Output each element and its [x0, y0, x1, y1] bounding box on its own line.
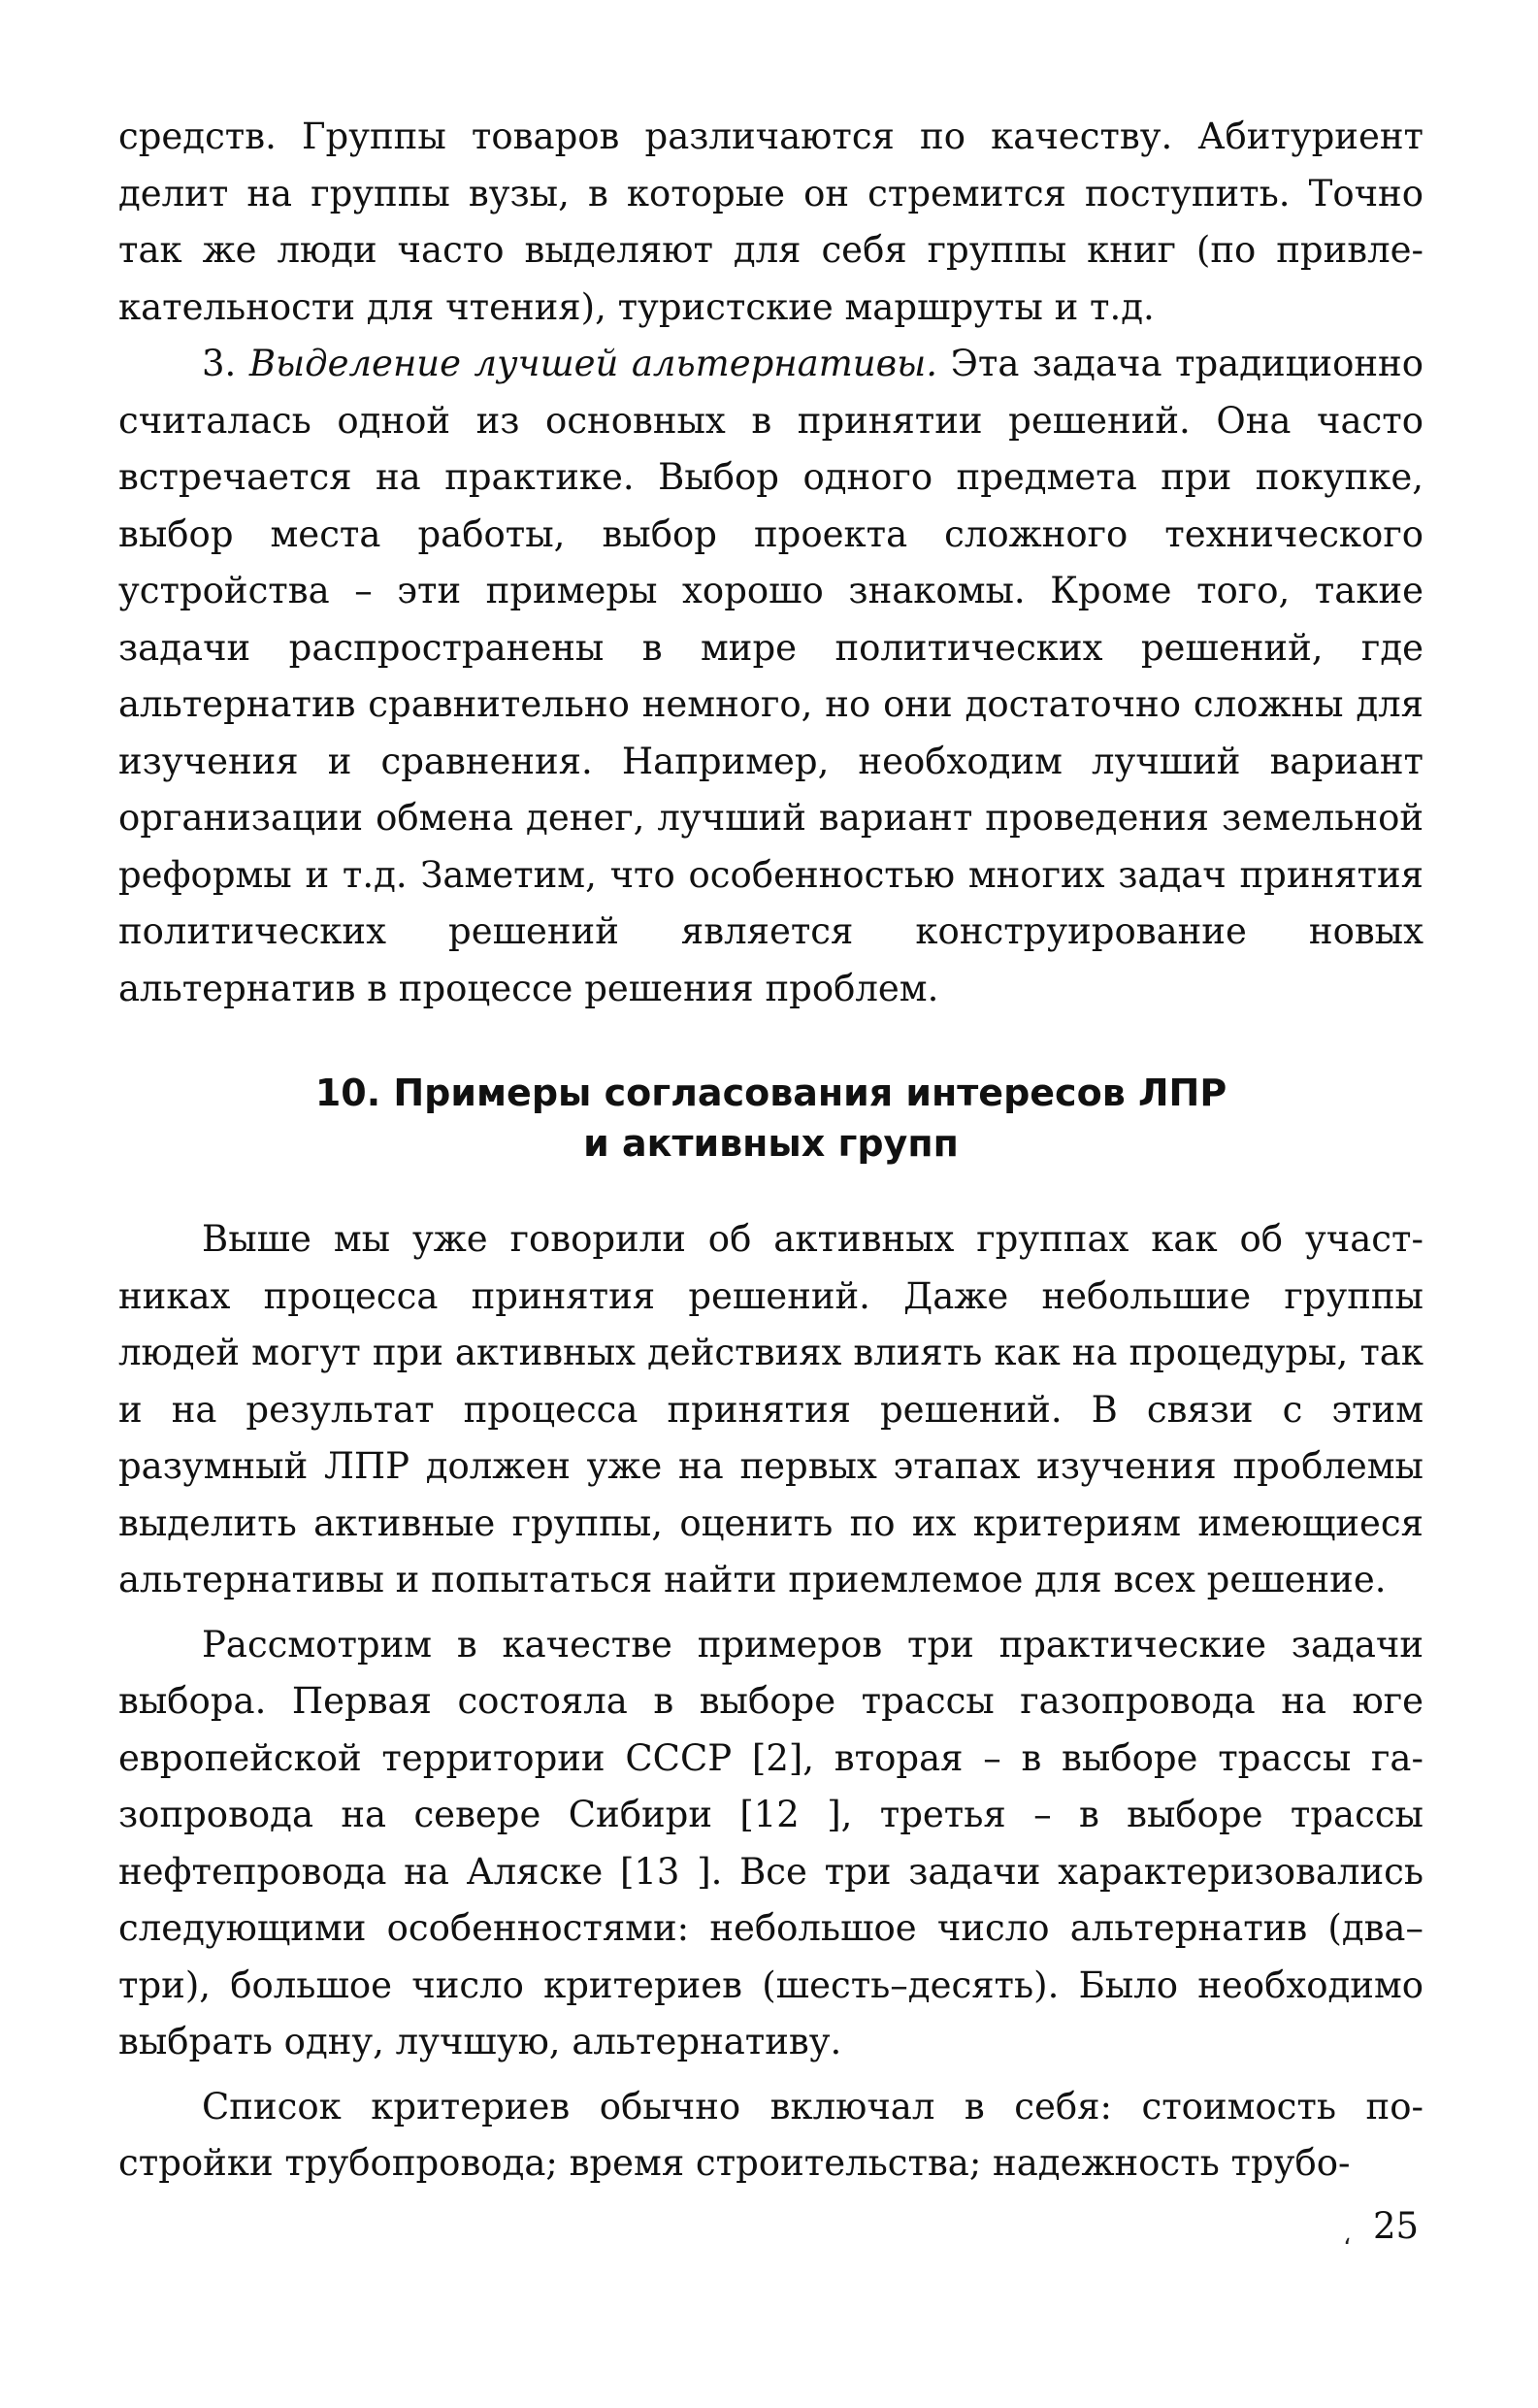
item-text: Эта задача традиционно считалась одной из основных в принятии решений. Она часто встречается на практике. Выбор одного предмета при покупке, выбор места работы, выбор проекта сложного технического устройства – эти примеры хорошо знакомы. Кроме того, такие задачи распространены в мире политических решений, где альтернатив сравнительно немного, но они достаточно сложны для изучения и сравнения. Например, необходим лучший вариант организации обмена денег, лучший вариант проведения земельной реформы и т.д. Заметим, что особенностью многих задач принятия политических решений является конструирование новых альтернатив в процессе решения проблем.: [118, 343, 1423, 1009]
paragraph-criteria: Список критериев обычно включал в себя: стоимость постройки трубопровода; время строительства; надежность трубо-: [118, 2085, 1423, 2184]
paragraph-active-groups: Выше мы уже говорили об активных группах как об участниках процесса принятия решений. Даже небольшие группы людей могут при активных действиях влиять как на процедуры, так и на результат процесса принятия решений. В связи с этим разумный ЛПР должен уже на первых этапах изучения проблемы выделить активные группы, оценить по их критериям имеющиеся альтернативы и попытаться найти приемлемое для всех решение.: [118, 1218, 1423, 1600]
section-heading-line-2: и активных групп: [583, 1122, 959, 1165]
paragraph-best-alternative: [118, 336, 1423, 1017]
page-mark: ،: [1343, 2222, 1352, 2251]
section-heading: [118, 1068, 1423, 1169]
section-heading-line-1: 10. Примеры согласования интересов ЛПР: [314, 1072, 1227, 1114]
item-number: 3.: [202, 343, 249, 384]
page-body: [118, 109, 1423, 2193]
paragraph-continuation: средств. Группы товаров различаются по качеству. Абитуриент делит на группы вузы, в которые он стремится поступить. Точно так же люди часто выделяют для себя группы книг (по привлекательности для чтения), туристские маршруты и т.д.: [118, 115, 1423, 328]
page-number: 25: [1373, 2205, 1420, 2247]
paragraph-examples: Рассмотрим в качестве примеров три практические задачи выбора. Первая состояла в выборе трассы газопровода на юге европейской территории СССР [2], вторая – в выборе трассы газопровода на севере Сибири [12 ], третья – в выборе трассы нефтепровода на Аляске [13 ]. Все три задачи характеризовались следующими особенностями: небольшое число альтернатив (два–три), большое число критериев (шесть–десять). Было необходимо выбрать одну, лучшую, альтернативу.: [118, 1623, 1423, 2062]
item-title: Выделение лучшей альтернативы.: [248, 343, 938, 384]
